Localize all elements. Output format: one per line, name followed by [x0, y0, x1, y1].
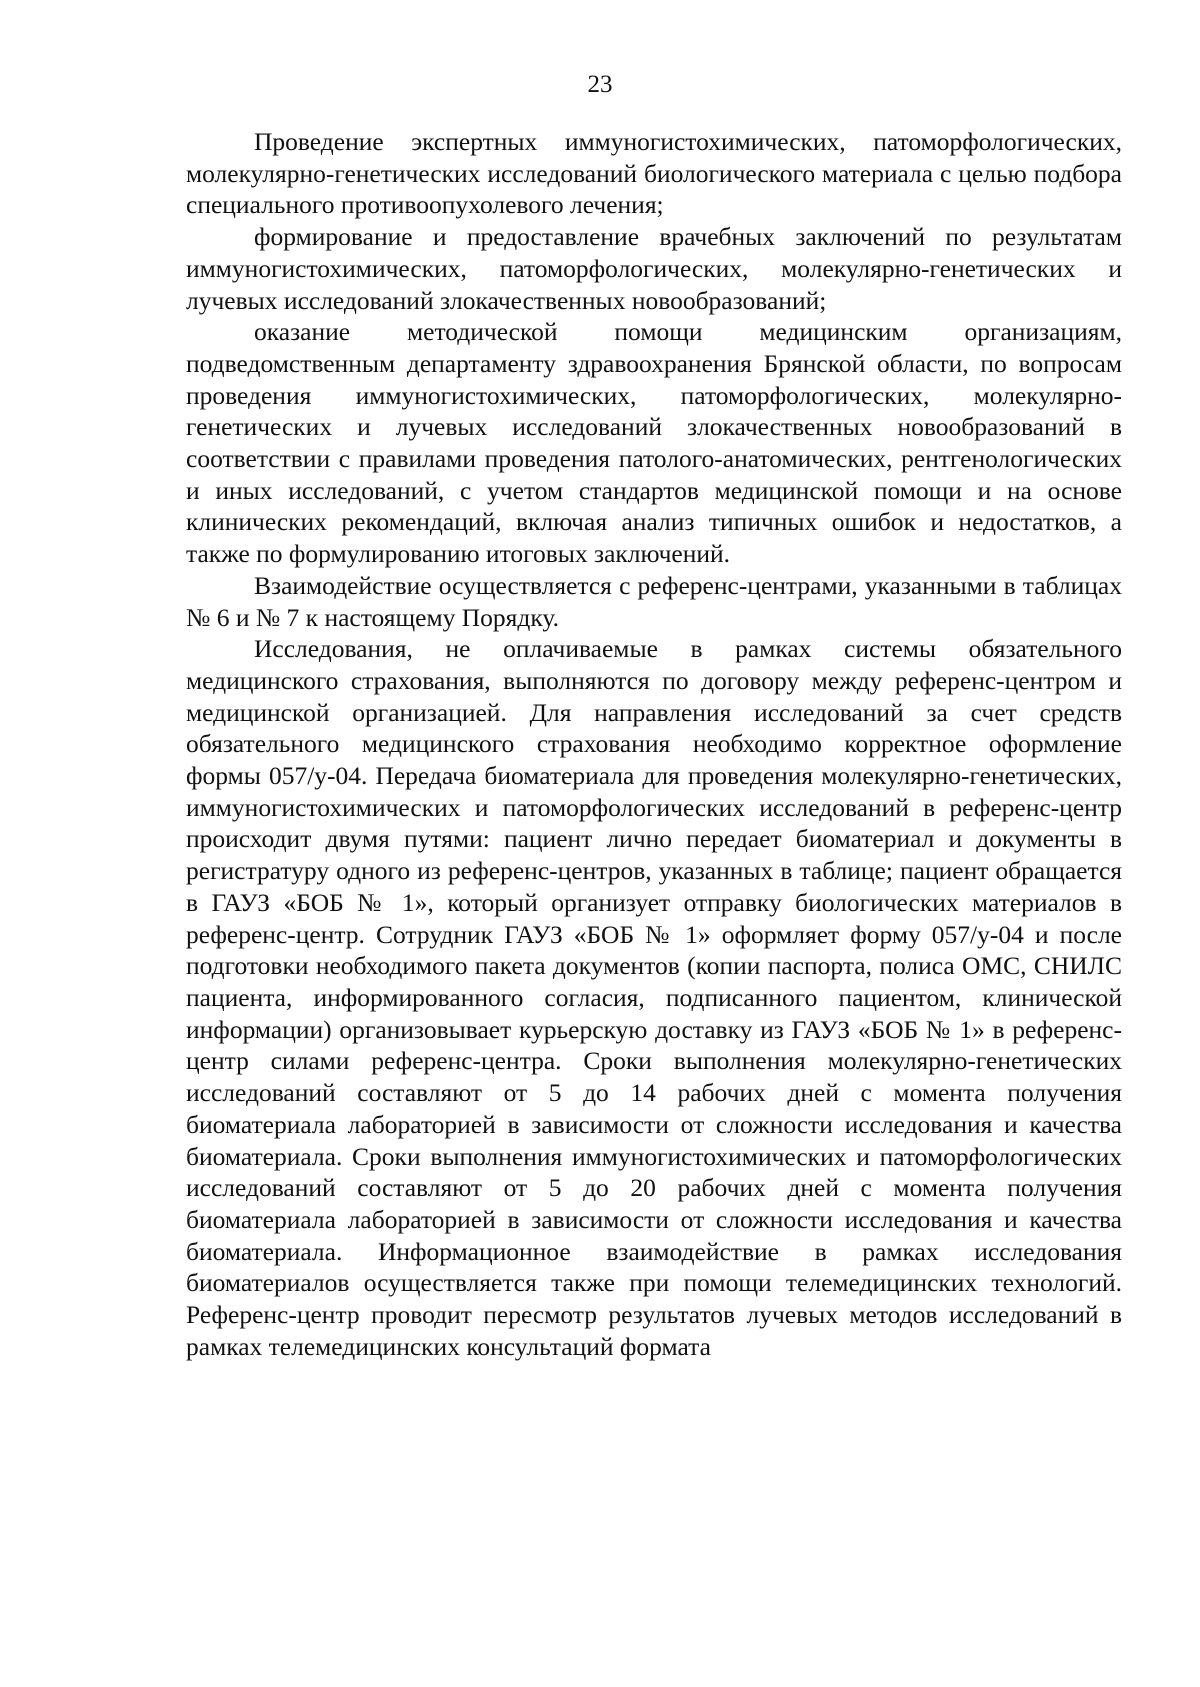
paragraph-methodical-help: оказание методической помощи медицинским организациям, подведомственным департаменту здравоохранения Брянской области, по вопросам проведения иммуногистохимических, патоморфологических, молекулярно-генетических и лучевых исследований злокачественных новообразований в соответствии с правилами проведения патолого-анатомических, рентгенологических и иных исследований, с учетом стандартов медицинской помощи и на основе клинических рекомендаций, включая анализ типичных ошибок и недостатков, а также по формулированию итоговых заключений.: [186, 317, 1122, 569]
paragraph-expert-studies: Проведение экспертных иммуногистохимических, патоморфологических, молекулярно-генетических исследований биологического материала с целью подбора специального противоопухолевого лечения;: [186, 127, 1122, 220]
paragraph-medical-conclusions: формирование и предоставление врачебных заключений по результатам иммуногистохимических, патоморфологических, молекулярно-генетических и лучевых исследований злокачественных новообразований;: [186, 222, 1122, 315]
page-number: 23: [587, 71, 613, 98]
paragraph-studies-procedure: Исследования, не оплачиваемые в рамках системы обязательного медицинского страхования, выполняются по договору между референс-центром и медицинской организацией. Для направления исследований за счет средств обязательного медицинского страхования необходимо корректное оформление формы 057/у-04. Передача биоматериала для проведения молекулярно-генетических, иммуногистохимических и патоморфологических исследований в референс-центр происходит двумя путями: пациент лично передает биоматериал и документы в регистратуру одного из референс-центров, указанных в таблице; пациент обращается в ГАУЗ «БОБ № 1», который организует отправку биологических материалов в референс-центр. Сотрудник ГАУЗ «БОБ № 1» оформляет форму 057/у-04 и после подготовки необходимого пакета документов (копии паспорта, полиса ОМС, СНИЛС пациента, информированного согласия, подписанного пациентом, клинической информации) организовывает курьерскую доставку из ГАУЗ «БОБ № 1» в референс-центр силами референс-центра. Сроки выполнения молекулярно-генетических исследований составляют от 5 до 14 рабочих дней с момента получения биоматериала лабораторией в зависимости от сложности исследования и качества биоматериала. Сроки выполнения иммуногистохимических и патоморфологических исследований составляют от 5 до 20 рабочих дней с момента получения биоматериала лабораторией в зависимости от сложности исследования и качества биоматериала. Информационное взаимодействие в рамках исследования биоматериалов осуществляется также при помощи телемедицинских технологий. Референс-центр проводит пересмотр результатов лучевых методов исследований в рамках телемедицинских консультаций формата: [186, 634, 1122, 1361]
document-body: [186, 126, 1122, 1362]
paragraph-interaction: Взаимодействие осуществляется с референс-центрами, указанными в таблицах № 6 и № 7 к настоящему Порядку.: [186, 570, 1122, 632]
